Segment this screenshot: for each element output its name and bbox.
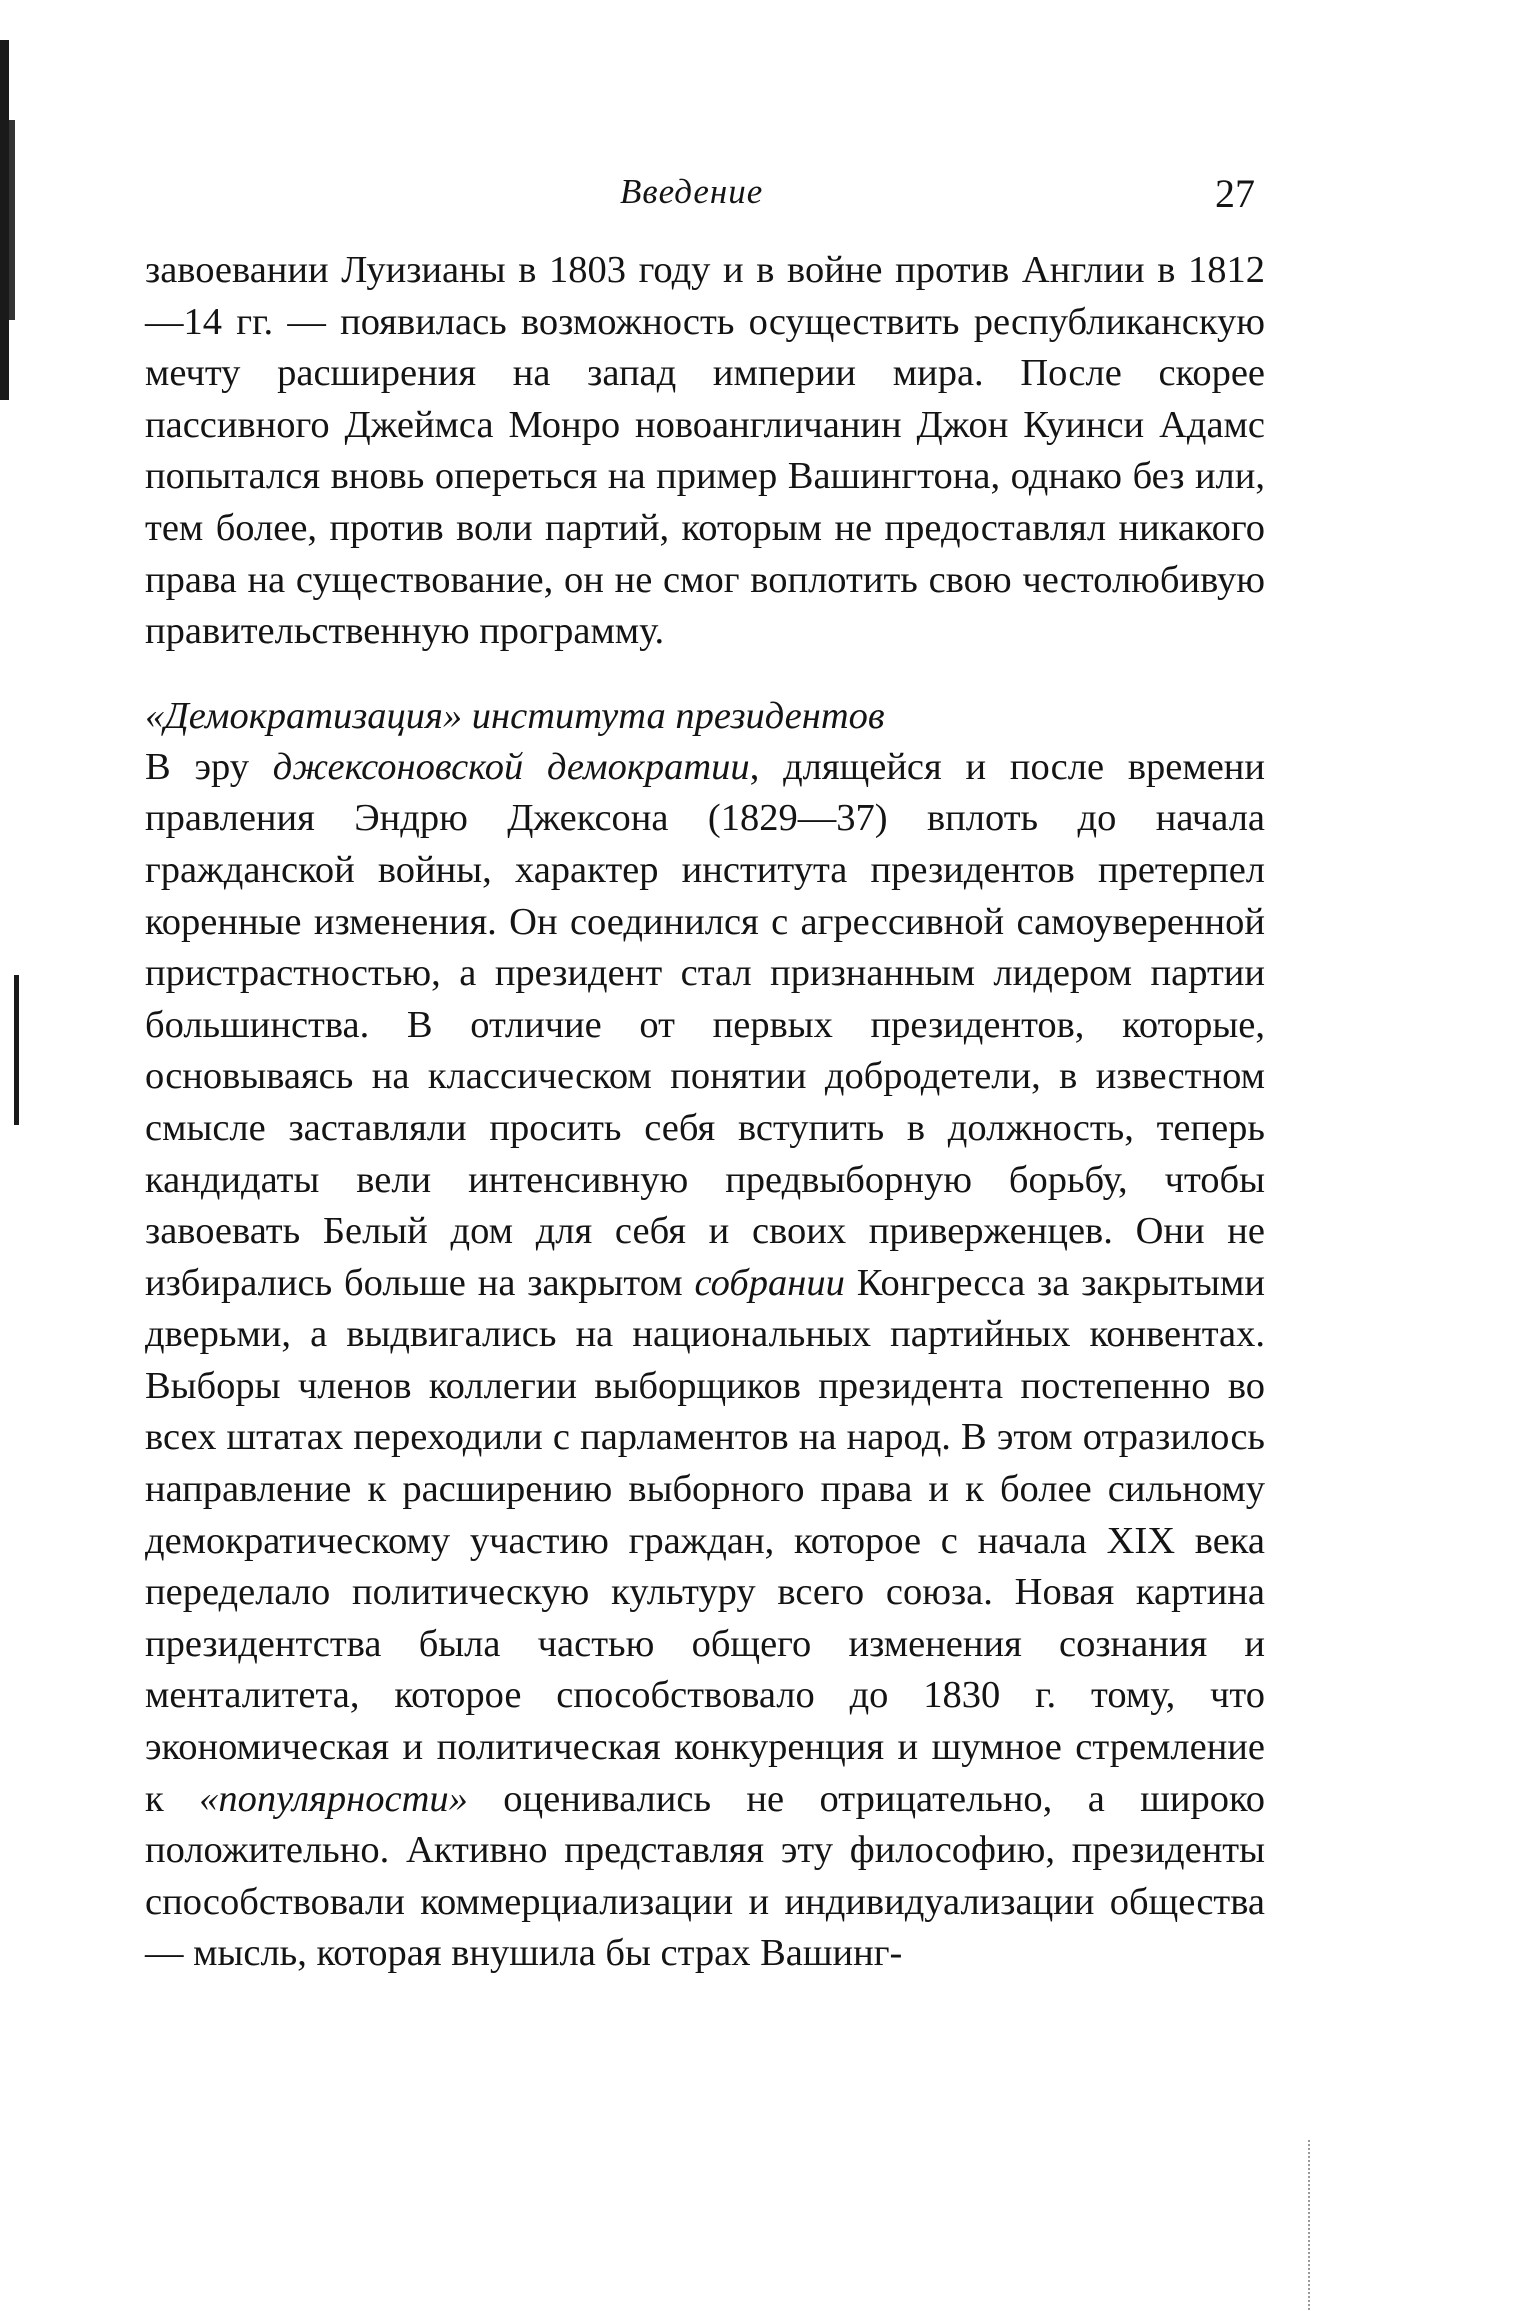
scan-edge-shadow	[0, 40, 9, 400]
paragraph-2	[145, 742, 1265, 1980]
paragraph-2-emphasis: джексоновской демократии	[272, 745, 750, 788]
paragraph-2-text-a: , длящейся и после времени правления Эндрю Джексона (1829—37) вплоть до начала гражданской войны, характер института президентов претерпел коренные изменения. Он соединился с агрессивной самоуверенной пристрастностью, а президент стал признанным лидером партии большинства. В отличие от первых президентов, которые, основываясь на классическом понятии добродетели, в известном смысле заставляли просить себя вступить в должность, теперь кандидаты вели интенсивную предвыборную борьбу, чтобы завоевать Белый дом для себя и своих приверженцев. Они не избирались больше на закрытом	[145, 745, 1265, 1304]
page-body	[145, 245, 1265, 1980]
page-header	[145, 170, 1265, 230]
paragraph-2-text-b: Конгресса за закрытыми дверьми, а выдвигались на национальных партийных конвентах. Выборы членов коллегии выборщиков президента постепенно во всех штатах переходили с парламентов на народ. В этом отразилось направление к расширению выборного права и к более сильному демократическому участию граждан, которое с начала XIX века переделало политическую культуру всего союза. Новая картина президентства была частью общего изменения сознания и менталитета, которое способствовало до 1830 г. тому, что экономическая и политическая конкуренция и шумное стремление к	[145, 1261, 1265, 1820]
paragraph-2-text-c: оценивались не отрицательно, а широко положительно. Активно представляя эту философию, президенты способствовали коммерциализации и индивидуализации общества — мысль, которая внушила бы страх Вашинг-	[145, 1777, 1265, 1975]
section-title: «Демократизация» института президентов	[145, 694, 885, 737]
page-number: 27	[1215, 171, 1255, 216]
running-head: Введение	[620, 172, 764, 211]
scan-edge-shadow	[9, 120, 15, 320]
paragraph-2-emphasis-3: «популярности»	[199, 1777, 468, 1820]
scan-artifact-dots	[1308, 2140, 1314, 2310]
paragraph-2-emphasis-2: собрании	[694, 1261, 845, 1304]
paragraph-2-lead: В эру	[145, 745, 273, 788]
scan-edge-shadow	[14, 975, 19, 1125]
paragraph-1: завоевании Луизианы в 1803 году и в войне против Англии в 1812—14 гг. — появилась возможность осуществить республиканскую мечту расширения на запад империи мира. После скорее пассивного Джеймса Монро новоангличанин Джон Куинси Адамс попытался вновь опереться на пример Вашингтона, однако без или, тем более, против воли партий, которым не предоставлял никакого права на существование, он не смог воплотить свою честолюбивую правительственную программу.	[145, 249, 1265, 653]
